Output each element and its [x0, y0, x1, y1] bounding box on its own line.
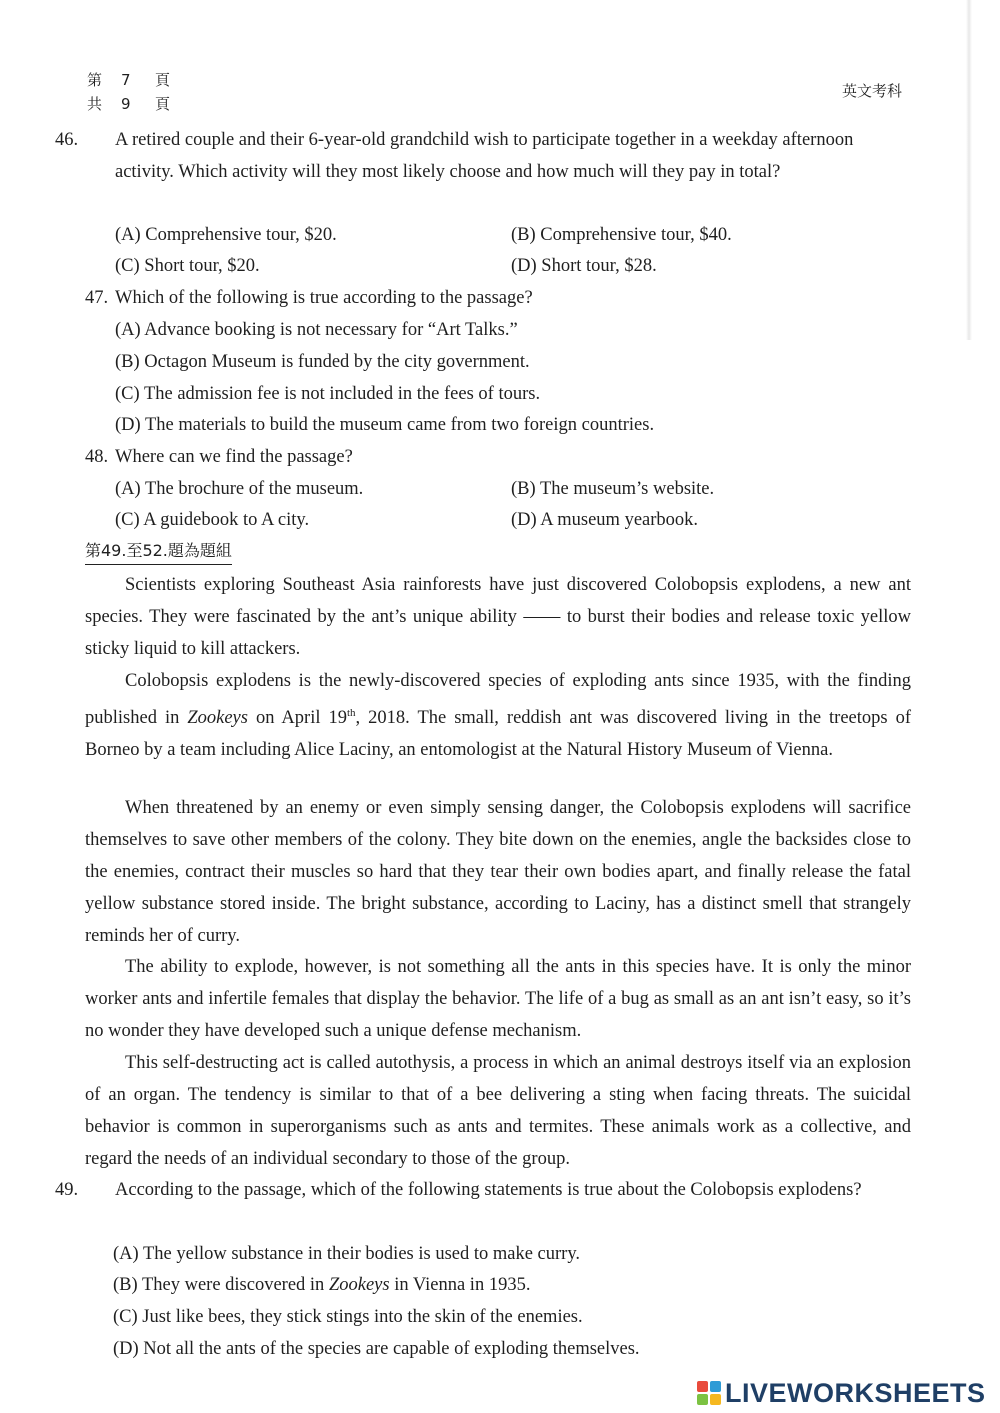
logo-square-red [697, 1381, 708, 1392]
q46-option-a[interactable]: (A) Comprehensive tour, $20. [115, 225, 337, 245]
question-49-number: 49. [55, 1180, 79, 1200]
question-48 [85, 441, 911, 473]
question-group-title: 第49.至52.題為題組 [85, 538, 232, 565]
page-number: 7 [121, 71, 133, 89]
total-pages: 9 [121, 95, 133, 113]
q49-option-a[interactable]: (A) The yellow substance in their bodies is used to make curry. [113, 1244, 581, 1264]
q48-option-d[interactable]: (D) A museum yearbook. [511, 510, 699, 530]
question-46 [55, 124, 911, 188]
question-47 [85, 282, 911, 314]
passage-paragraph-4: The ability to explode, however, is not something all the ants in this species have. It is only the minor worker ants and infertile females that display the behavior. The life of a bug as small as an ant isn’t easy, so it’s no wonder they have developed such a unique defense mechanism. [85, 957, 911, 1041]
page-label-2: 頁 [155, 71, 173, 89]
passage-paragraph-1: Scientists exploring Southeast Asia rainforests have just discovered Colobopsis explodens, a new ant species. They were fascinated by the ant’s unique ability —— to burst their bodies and release toxic yellow sticky liquid to kill attackers. [85, 575, 911, 659]
passage-paragraph-3: When threatened by an enemy or even simply sensing danger, the Colobopsis explodens will sacrifice themselves to save other members of the colony. They bite down on the enemies, angle the backsides close to the enemies, contract their muscles so hard that they tear their own bodies apart, and finally release the fatal yellow substance stored inside. The bright substance, according to Laciny, has a distinct smell that strangely reminds her of curry. [85, 798, 911, 946]
page-indicator [87, 68, 189, 116]
liveworksheets-logo-icon [697, 1381, 721, 1405]
q48-option-b[interactable]: (B) The museum’s website. [511, 479, 715, 499]
q49-option-b[interactable] [113, 1269, 530, 1301]
q49-option-b-post: in Vienna in 1935. [389, 1275, 531, 1295]
question-49-text: According to the passage, which of the following statements is true about the Colobopsis explodens? [115, 1180, 862, 1200]
q48-option-a[interactable]: (A) The brochure of the museum. [115, 479, 364, 499]
question-47-number: 47. [85, 288, 109, 308]
q49-option-b-journal: Zookeys [328, 1275, 390, 1295]
liveworksheets-logo[interactable] [697, 1377, 986, 1409]
liveworksheets-logo-text: LIVEWORKSHEETS [725, 1377, 986, 1408]
q49-option-d[interactable]: (D) Not all the ants of the species are capable of exploding themselves. [113, 1339, 640, 1359]
q47-option-c[interactable]: (C) The admission fee is not included in the fees of tours. [115, 384, 541, 404]
p2-part-c: , 2018. The small, reddish ant was discovered living in the treetops of Borneo by a team including Alice Laciny, an entomologist at the Natural History Museum of Vienna. [85, 708, 911, 761]
p2-part-b: on April 19 [247, 708, 347, 729]
logo-square-blue [710, 1381, 721, 1392]
q46-option-c[interactable]: (C) Short tour, $20. [115, 256, 260, 276]
q49-option-b-pre: (B) They were discovered in [113, 1275, 329, 1295]
date-superscript: th [346, 707, 356, 719]
scan-edge-shadow [966, 0, 972, 340]
logo-square-yellow [710, 1394, 721, 1405]
q46-option-b[interactable]: (B) Comprehensive tour, $40. [511, 225, 732, 245]
q49-option-c[interactable]: (C) Just like bees, they stick stings into the skin of the enemies. [113, 1307, 583, 1327]
passage-paragraph-2 [85, 665, 911, 766]
question-48-number: 48. [85, 447, 109, 467]
total-label-1: 共 [87, 95, 105, 113]
q46-option-d[interactable]: (D) Short tour, $28. [511, 256, 657, 276]
p2-part-a: Colobopsis explodens is the newly-discovered species of exploding ants since 1935, with the finding published in [85, 671, 911, 729]
passage-paragraph-5: This self-destructing act is called autothysis, a process in which an animal destroys itself via an explosion of an organ. The tendency is similar to that of a bee delivering a sting when facing threats. The suicidal behavior is common in superorganisms such as ants and termites. These animals work as a collective, and regard the needs of an individual secondary to those of the group. [85, 1053, 911, 1169]
question-48-text: Where can we find the passage? [115, 447, 353, 467]
q47-option-b[interactable]: (B) Octagon Museum is funded by the city government. [115, 352, 530, 372]
total-label-2: 頁 [155, 95, 173, 113]
question-47-text: Which of the following is true according to the passage? [115, 288, 533, 308]
question-46-text: A retired couple and their 6-year-old grandchild wish to participate together in a weekday afternoon activity. Which activity will they most likely choose and how much will they pay in total? [115, 130, 854, 182]
q47-option-d[interactable]: (D) The materials to build the museum came from two foreign countries. [115, 415, 655, 435]
journal-name: Zookeys [187, 708, 248, 729]
q47-option-a[interactable]: (A) Advance booking is not necessary for “Art Talks.” [115, 320, 518, 340]
question-49 [55, 1174, 911, 1206]
question-46-number: 46. [55, 130, 79, 150]
page-label-1: 第 [87, 71, 105, 89]
q48-option-c[interactable]: (C) A guidebook to A city. [115, 510, 310, 530]
subject-label: 英文考科 [842, 82, 903, 100]
logo-square-green [697, 1394, 708, 1405]
